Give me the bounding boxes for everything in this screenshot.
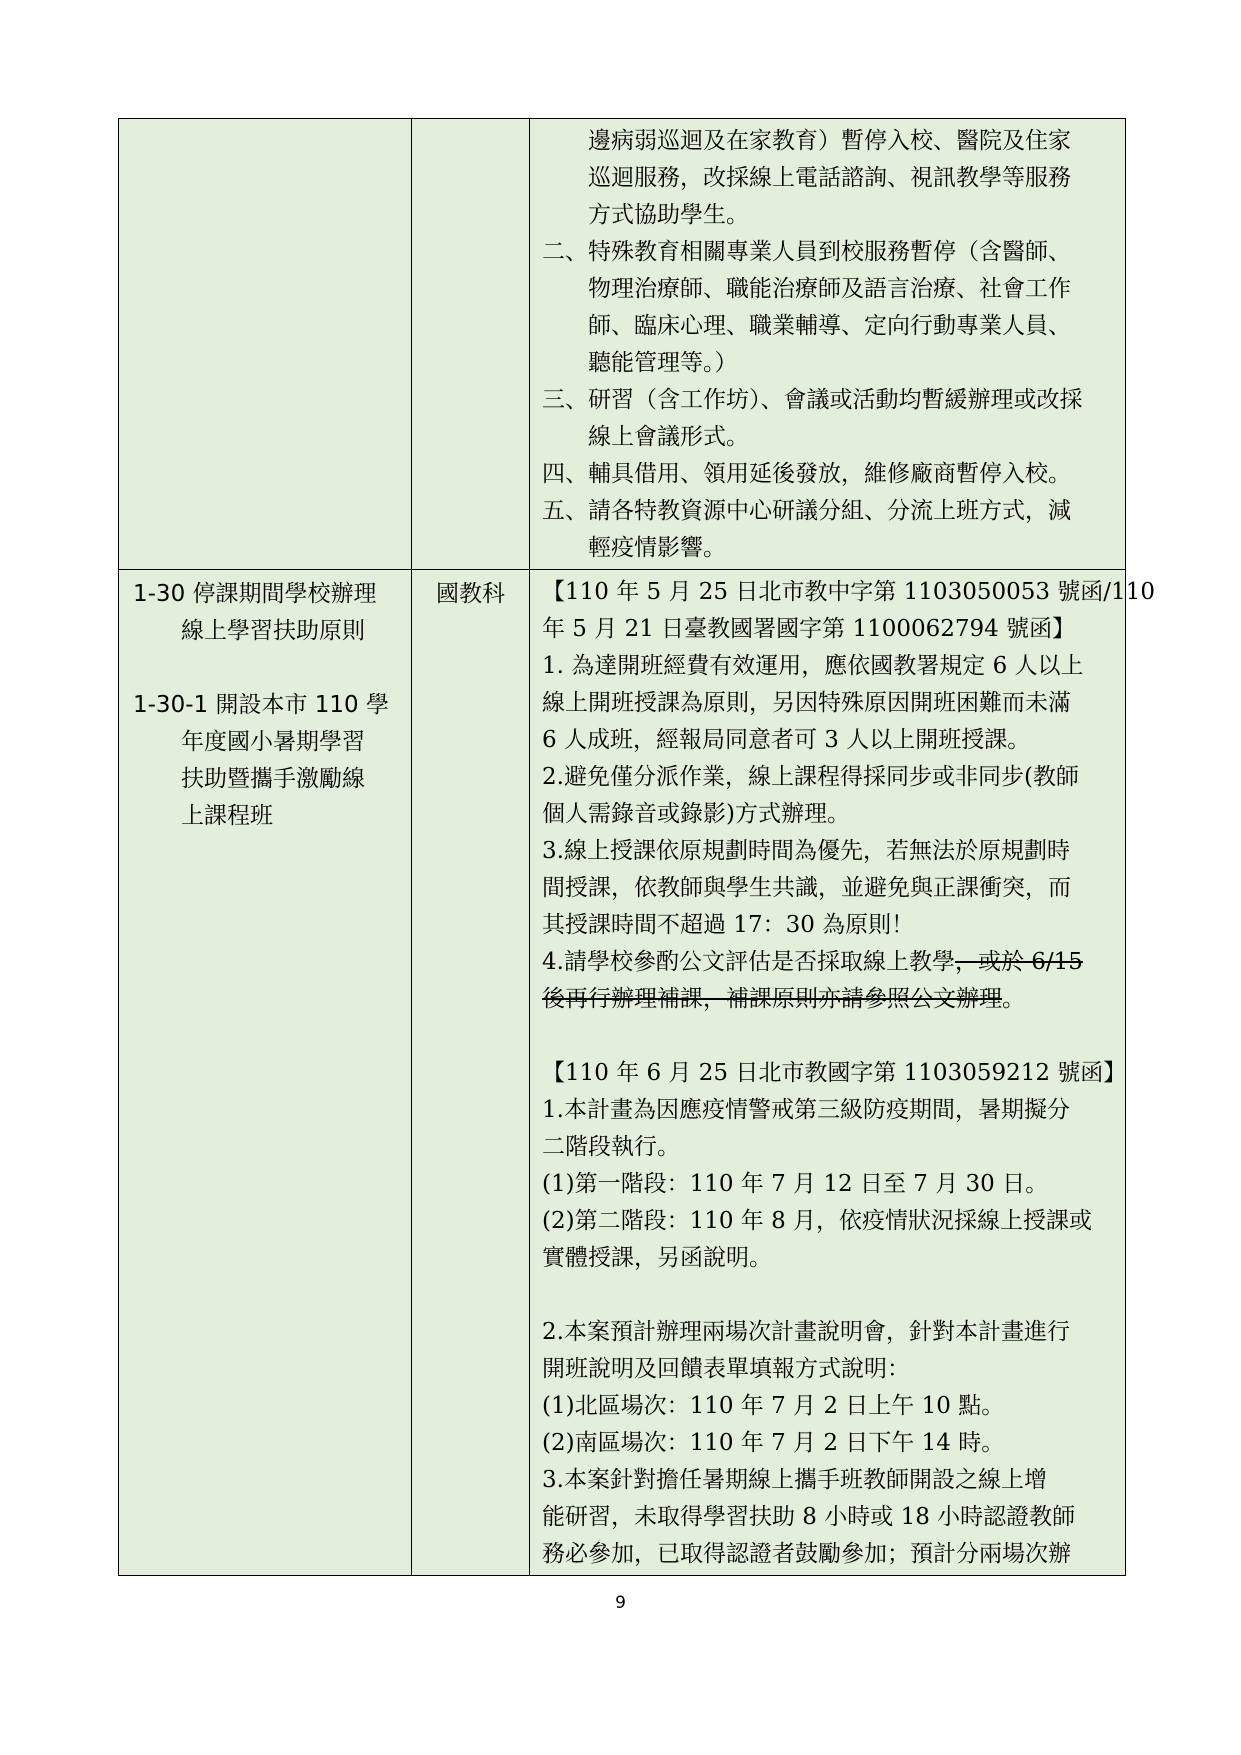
content-line: 五、請各特教資源中心研議分組、分流上班方式，減 [542, 498, 1071, 524]
content-line: (2)南區場次：110 年 7 月 2 日下午 14 時。 [542, 1430, 1005, 1456]
content-line: 1. 為達開班經費有效運用，應依國教署規定 6 人以上 [542, 653, 1084, 679]
content-line: (1)第一階段：110 年 7 月 12 日至 7 月 30 日。 [542, 1171, 1049, 1197]
content-line: 2.本案預計辦理兩場次計畫說明會，針對本計畫進行 [542, 1319, 1070, 1345]
content-line: 【110 年 5 月 25 日北市教中字第 1103050053 號函/110 [542, 579, 1155, 605]
content-line: 線上會議形式。 [588, 424, 749, 450]
table-row [119, 570, 1126, 1576]
unit-cell [412, 119, 530, 570]
unit-label: 國教科 [436, 581, 505, 607]
content-line: (2)第二階段：110 年 8 月，依疫情狀況採線上授課或 [542, 1208, 1093, 1234]
item-cell [119, 119, 412, 570]
content-line: 開班說明及回饋表單填報方式說明： [542, 1356, 910, 1382]
content-line: 線上開班授課為原則，另因特殊原因開班困難而未滿 [542, 690, 1071, 716]
content-line: 1.本計畫為因應疫情警戒第三級防疫期間，暑期擬分 [542, 1097, 1070, 1123]
content-line: 聽能管理等。） [588, 350, 738, 376]
content-line: 6 人成班，經報局同意者可 3 人以上開班授課。 [542, 727, 1031, 753]
item-title: 1-30-1 開設本市 110 學 [133, 692, 389, 718]
content-line: (1)北區場次：110 年 7 月 2 日上午 10 點。 [542, 1393, 1005, 1419]
content-line: 【110 年 6 月 25 日北市教國字第 1103059212 號函】 [542, 1060, 1127, 1086]
item-title: 上課程班 [181, 803, 273, 829]
table-row [119, 119, 1126, 570]
content-line: 師、臨床心理、職業輔導、定向行動專業人員、 [588, 313, 1071, 339]
content-line: 輕疫情影響。 [588, 535, 726, 561]
content-line: 3.本案針對擔任暑期線上攜手班教師開設之線上增 [542, 1467, 1047, 1493]
content-line: 二、特殊教育相關專業人員到校服務暫停（含醫師、 [542, 239, 1071, 265]
unit-cell [412, 570, 530, 1576]
content-line: 後再行辦理補課，補課原則亦請參照公文辦理。 [542, 986, 1025, 1012]
content-line: 物理治療師、職能治療師及語言治療、社會工作 [588, 276, 1071, 302]
content-line: 二階段執行。 [542, 1134, 680, 1160]
item-title: 扶助暨攜手激勵線 [181, 766, 365, 792]
content-cell [530, 119, 1126, 570]
content-line: 務必參加，已取得認證者鼓勵參加；預計分兩場次辦 [542, 1541, 1071, 1567]
struck-text: ，或於 6/15 [954, 949, 1083, 975]
content-cell [530, 570, 1155, 1576]
content-line: 4.請學校參酌公文評估是否採取線上教學，或於 6/15 [542, 949, 1083, 975]
content-line: 三、研習（含工作坊）、會議或活動均暫緩辦理或改採 [542, 387, 1083, 413]
content-line: 能研習，未取得學習扶助 8 小時或 18 小時認證教師 [542, 1504, 1076, 1530]
struck-text: 後再行辦理補課，補課原則亦請參照公文辦理 [542, 986, 1002, 1012]
item-title: 線上學習扶助原則 [181, 618, 365, 644]
content-line: 邊病弱巡迴及在家教育）暫停入校、醫院及住家 [588, 128, 1071, 154]
content-line: 年 5 月 21 日臺教國署國字第 1100062794 號函】 [542, 616, 1076, 642]
content-line: 四、輔具借用、領用延後發放，維修廠商暫停入校。 [542, 461, 1071, 487]
content-line: 巡迴服務，改採線上電話諮詢、視訊教學等服務 [588, 165, 1071, 191]
content-line: 間授課，依教師與學生共識，並避免與正課衝突，而 [542, 875, 1071, 901]
content-line: 2.避免僅分派作業，線上課程得採同步或非同步(教師 [542, 764, 1079, 790]
item-title: 1-30 停課期間學校辦理 [133, 581, 377, 607]
item-cell [119, 570, 412, 1576]
content-line: 個人需錄音或錄影)方式辦理。 [542, 801, 850, 827]
content-line: 其授課時間不超過 17：30 為原則！ [542, 912, 915, 938]
content-line: 實體授課，另函說明。 [542, 1245, 772, 1271]
content-line: 3.線上授課依原規劃時間為優先，若無法於原規劃時 [542, 838, 1070, 864]
page-number: 9 [615, 1593, 626, 1613]
item-title: 年度國小暑期學習 [181, 729, 365, 755]
content-line: 方式協助學生。 [588, 202, 749, 228]
measures-table [118, 118, 1155, 1576]
